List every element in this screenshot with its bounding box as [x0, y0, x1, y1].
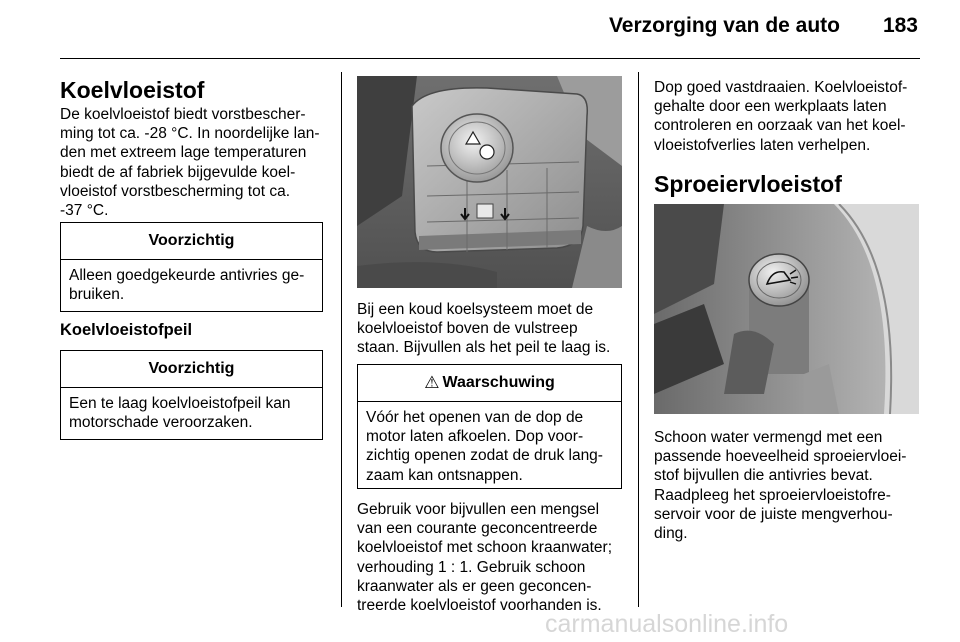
mixture-paragraph: Gebruik voor bijvullen een mengsel van een courante geconcentreerde koelvloeistof met schoon kraanwater; verhouding 1 : 1. Gebruik schoon kraanwater als er geen geconcen- treerde koelvloeistof voorhanden is. [357, 501, 613, 615]
watermark: carmanualsonline.info [545, 610, 789, 638]
coolant-reservoir-illustration [357, 76, 622, 288]
subheading-coolant-level: Koelvloeistofpeil [60, 321, 193, 339]
warning-title [358, 365, 621, 402]
washer-reservoir-photo [654, 204, 919, 414]
caution-text: Een te laag koelvloeistofpeil kan motorschade veroorzaken. [69, 395, 291, 432]
caution-text: Alleen goedgekeurde antivries ge- bruiken. [69, 267, 305, 304]
caution-title: Voorzichtig [61, 223, 322, 260]
coolant-reservoir-photo [357, 76, 622, 288]
washer-fluid-paragraph: Schoon water vermengd met een passende hoeveelheid sproeiervloei- stof bijvullen die antivries bevat. Raadpleeg het sproeiervloeistofre- servoir voor de juiste mengverhou- ding. [654, 429, 907, 543]
column-divider [341, 72, 342, 607]
running-header-title: Verzorging van de auto [608, 14, 840, 37]
coolant-intro-paragraph: De koelvloeistof biedt vorstbescher- ming tot ca. -28 °C. In noordelijke lan- den met extreem lage temperaturen biedt de af fabriek bijgevulde koel- vloeistof vorstbescherming tot ca. -37 °C. [60, 106, 320, 220]
coolant-level-paragraph: Bij een koud koelsysteem moet de koelvloeistof boven de vulstreep staan. Bijvullen als het peil te laag is. [357, 301, 611, 357]
section-heading-coolant: Koelvloeistof [60, 77, 205, 103]
section-heading-washer-fluid: Sproeiervloeistof [654, 171, 842, 197]
warning-title-text: Waarschuwing [442, 374, 555, 391]
caution-box-antifreeze [60, 222, 323, 312]
page-number: 183 [882, 14, 918, 37]
caution-box-low-level [60, 350, 323, 440]
warning-triangle-icon: ⚠ [424, 373, 440, 392]
warning-box-hot-engine [357, 364, 622, 489]
column-divider [638, 72, 639, 607]
washer-reservoir-illustration [654, 204, 919, 414]
header-rule [60, 58, 920, 59]
cap-tighten-paragraph: Dop goed vastdraaien. Koelvloeistof- gehalte door een werkplaats laten controleren en oorzaak van het koel- vloeistofverlies laten verhelpen. [654, 79, 908, 154]
warning-text: Vóór het openen van de dop de motor laten afkoelen. Dop voor- zichtig openen zodat de druk lang- zaam kan ontsnappen. [366, 409, 603, 484]
caution-title: Voorzichtig [61, 351, 322, 388]
